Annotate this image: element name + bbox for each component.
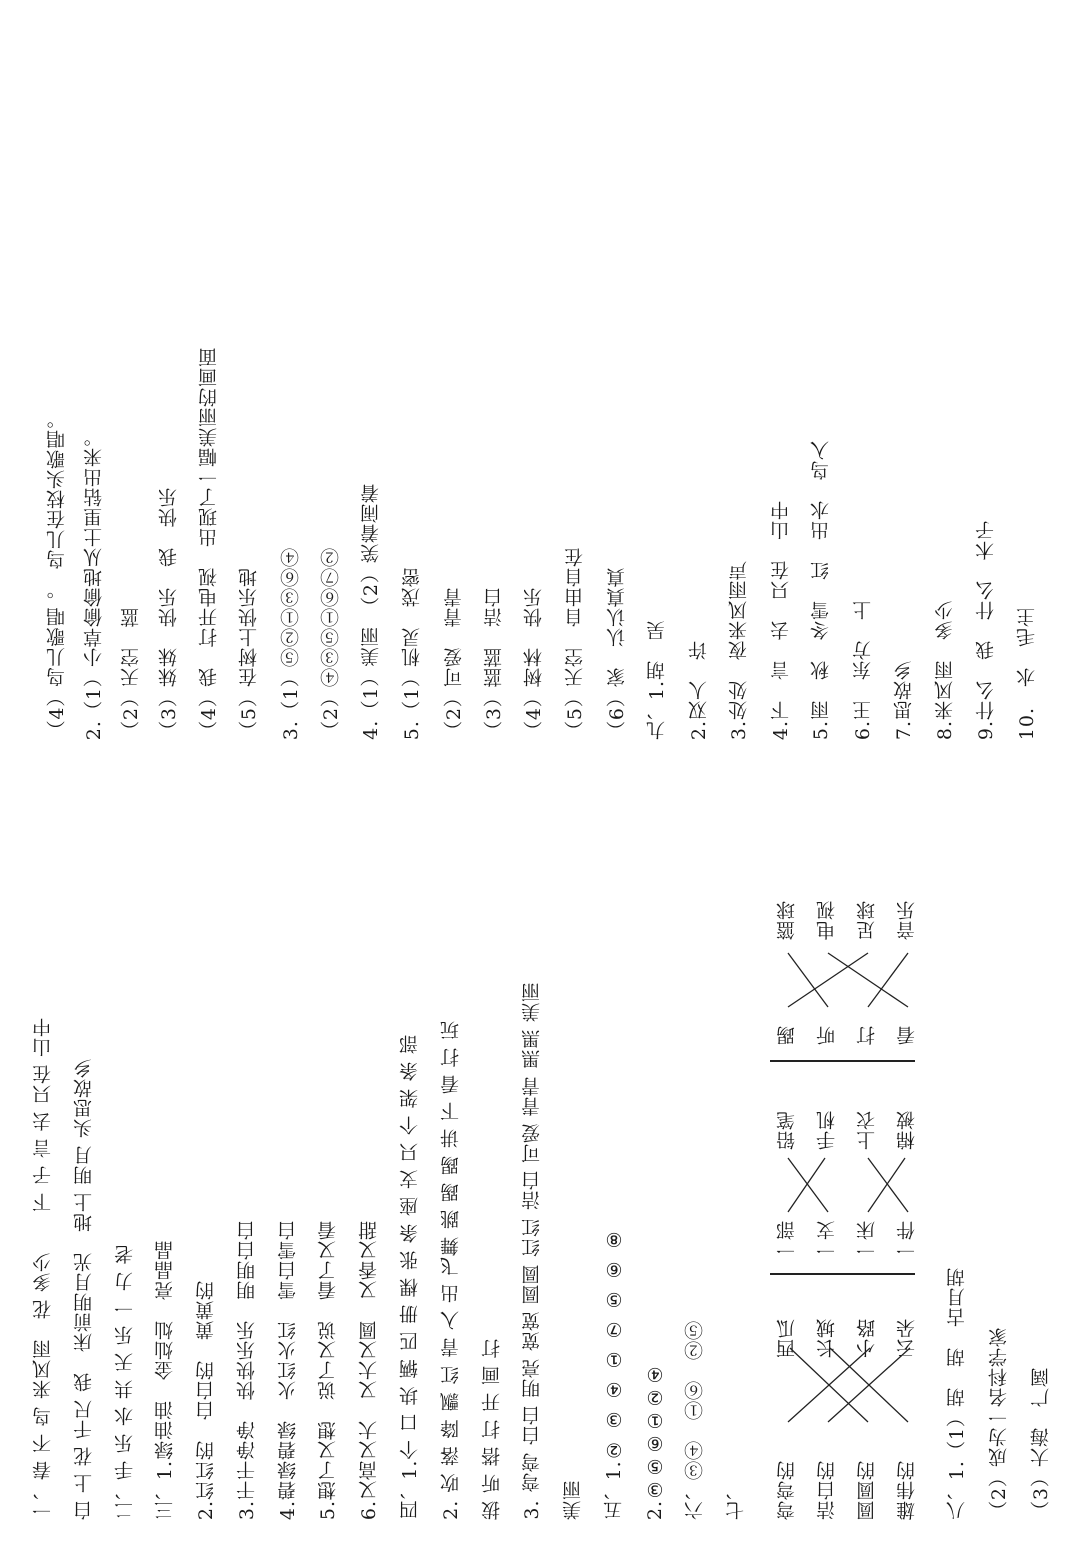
- match-word: 打: [856, 1025, 878, 1045]
- match-word: 圆圆的: [856, 1460, 878, 1520]
- answer-line: 美丽: [562, 1480, 584, 1520]
- match-word: 雄伟的: [896, 1460, 918, 1520]
- match-lines-a: [770, 1340, 920, 1430]
- answer-line: （3）大海 广阔: [1030, 1366, 1052, 1520]
- answer-line: 3. 弯弯 白白 明亮 宽宽 圆圆 红红 洁白 可爱 青青 黑黑 美丽: [521, 982, 543, 1520]
- match-word: 长城: [816, 1318, 838, 1358]
- answer-line: 白 上 花 千尺 我 床前明月光 地上 明月 头思故乡: [73, 1057, 95, 1520]
- answer-line: 2. 吹 落 降 飘 红 青 入 出 飞舞 跳 踢 踢 讲 下 看 打 玩: [440, 1020, 462, 1520]
- answer-line: 2.③⑤⑥①②④: [644, 1361, 666, 1520]
- answer-line: 10. 水 毛主: [1016, 606, 1038, 740]
- match-word: 一床: [856, 1220, 878, 1260]
- match-lines-c: [770, 945, 920, 1015]
- answer-line: 8.来风雨 多少: [934, 599, 956, 740]
- match-word: 铅笔: [776, 1110, 798, 1150]
- match-word: 电视: [816, 900, 838, 940]
- answer-line: （2）成为一名科学家: [988, 1326, 1010, 1520]
- answer-line: 4.碧绿碧绿 火红火红 雪白雪白: [277, 1219, 299, 1520]
- answer-line: （2）天空 蓝: [120, 606, 142, 740]
- match-word: 看: [896, 1025, 918, 1045]
- answer-line: 八、1.（1）胡 胡 古月胡: [946, 1266, 968, 1520]
- match-word: 棉被: [896, 1110, 918, 1150]
- answer-line: 4.下 言 去 只在 山中: [770, 499, 792, 740]
- match-word: 一支: [816, 1220, 838, 1260]
- answer-line: 拔 听 搭 打 开 画 打: [481, 1337, 503, 1520]
- match-word: 篮球: [776, 900, 798, 940]
- divider-line: [770, 1060, 915, 1062]
- answer-line: 2.红红的 白白的 黄黄的: [195, 1279, 217, 1520]
- answer-line: 7.思故乡: [893, 659, 915, 740]
- answer-line: 3.干干净净 快快乐乐 明明白白: [236, 1219, 258, 1520]
- match-word: 音乐: [896, 900, 918, 940]
- match-word: 洁白的: [816, 1460, 838, 1520]
- answer-line: 9.什么 我 什么 木子: [975, 519, 997, 740]
- answer-line: 七、: [725, 1480, 747, 1520]
- match-word: 手机: [816, 1110, 838, 1150]
- answer-line: 3.（1）⑤②①③⑥④: [280, 546, 302, 740]
- match-word: 弯弯的: [776, 1460, 798, 1520]
- answer-line: （4）我 打开电视 出现了一幅美丽的画面: [198, 346, 220, 740]
- match-word: 小路: [856, 1318, 878, 1358]
- answer-line: 5.（1）机灵 茂密: [401, 566, 423, 740]
- answer-line: 二、手 乐 水 共 天 乐 一 力 老: [114, 1243, 136, 1520]
- answer-line: 九、1.胡 吴: [646, 619, 668, 740]
- answer-line: 五、1.② ③ ④ ① ⑦ ⑤ ⑥ ⑧: [603, 1226, 625, 1520]
- match-word: 上衣: [856, 1110, 878, 1150]
- answer-line: 5.想了又想 说了又说 看了又看: [317, 1219, 339, 1520]
- answer-line: （6）家 认认真真: [606, 566, 628, 740]
- match-word: 足球: [856, 900, 878, 940]
- match-word: 踢: [776, 1025, 798, 1045]
- answer-line: 2.（1）小草偷偷地从土里钻出来。: [83, 426, 105, 740]
- answer-line: 5.雨 秋 冬雪 红 出水 鸟入: [810, 439, 832, 740]
- match-word: 一部: [776, 1220, 798, 1260]
- answer-line: 三、1.绿油油 金灿灿 亮晶晶: [154, 1239, 176, 1520]
- match-lines-b: [770, 1150, 920, 1220]
- answer-line: 六、③④ ①⑥ ②⑤: [684, 1320, 706, 1520]
- answer-line: （4）鸟儿歌唱 。 鸟儿在枝头歌唱。: [46, 409, 68, 740]
- match-word: 听: [816, 1025, 838, 1045]
- answer-line: 四、1.个 口 块 辆 匹 册 棵 张 条 座 支 只 个 架 条 部: [399, 1034, 421, 1520]
- answer-line: 2.双人 许: [688, 639, 710, 740]
- answer-line: （5）在树上快乐地: [238, 566, 260, 740]
- answer-line: 6.王 东方 上: [852, 599, 874, 740]
- match-word: 西瓜: [776, 1318, 798, 1358]
- answer-line: （3）蓝蓝 洁白: [483, 586, 505, 740]
- answer-line: 3.处处 夜来风雨声: [728, 559, 750, 740]
- answer-line: （3）妹妹 快乐 我 快乐: [158, 486, 180, 740]
- match-word: 一件: [896, 1220, 918, 1260]
- answer-line: （2）可爱 青青: [443, 586, 465, 740]
- divider-line: [770, 1273, 915, 1275]
- answer-line: 一、春 不 鸟 来风雨 花 多少 下 子 言 去 只在 山中: [32, 1016, 54, 1520]
- answer-line: （2）④③⑤①⑥⑦②: [320, 546, 342, 740]
- answer-line: 6.又高又大 又大又圆 又香又甜: [358, 1219, 380, 1520]
- match-word: 云朵: [896, 1318, 918, 1358]
- answer-line: 4.（1）美丽 （2）笑着闹着: [360, 483, 382, 740]
- answer-line: （5）天空 自由自在: [564, 546, 586, 740]
- answer-line: （4）树林 快乐: [523, 586, 545, 740]
